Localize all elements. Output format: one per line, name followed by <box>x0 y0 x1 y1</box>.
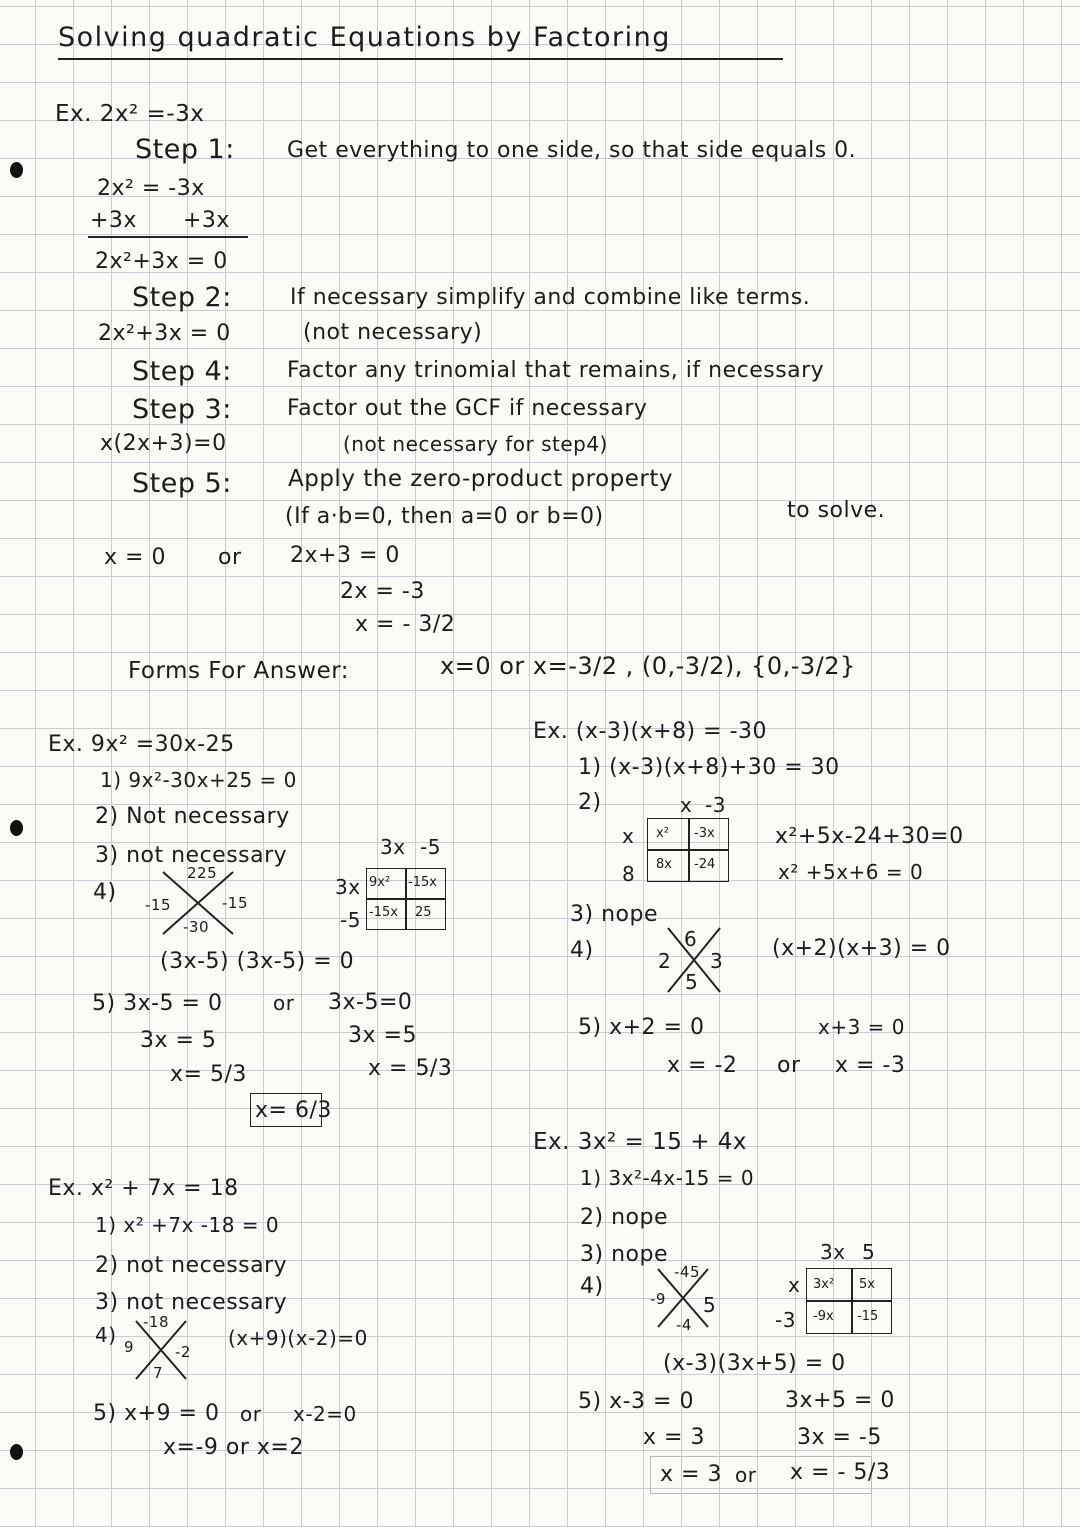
ex2-step5-left: 5) 3x-5 = 0 <box>92 991 223 1016</box>
ex2-boxed-answer: x= 6/3 <box>255 1098 332 1123</box>
ex3-x-right: 3 <box>710 949 724 973</box>
page-title: Solving quadratic Equations by Factoring <box>58 22 671 53</box>
ex1-step3-label: Step 3: <box>132 394 232 425</box>
binder-hole-1 <box>10 162 23 178</box>
ex4-step1: 1) x² +7x -18 = 0 <box>95 1213 280 1237</box>
ex3-or: or <box>777 1053 801 1078</box>
ex3-left-line2: x = -2 <box>667 1053 738 1078</box>
ex3-area-box <box>647 818 729 882</box>
ex5-right-line3: x = - 5/3 <box>790 1460 891 1485</box>
ex1-add-left: +3x <box>90 208 137 233</box>
ex3-box-top-a: x <box>680 793 693 817</box>
ex1-eq3: 2x²+3x = 0 <box>98 321 231 346</box>
ex2-label: Ex. 9x² =30x-25 <box>48 732 235 757</box>
ex1-step5-label: Step 5: <box>132 468 232 499</box>
ex1-forms-label: Forms For Answer: <box>128 658 350 684</box>
ex4-x-top: -18 <box>143 1313 169 1331</box>
ex4-x-bottom: 7 <box>153 1364 164 1382</box>
ex1-add-line <box>88 236 248 238</box>
ex5-x-top: -45 <box>674 1263 700 1281</box>
ex2-area-box <box>366 868 446 930</box>
ex2-x-bottom: -30 <box>183 918 209 936</box>
ex5-step4: 4) <box>580 1274 604 1299</box>
ex2-right-line3: x = 5/3 <box>368 1056 453 1081</box>
ex1-eq2: 2x²+3x = 0 <box>95 249 228 274</box>
ex2-step5-right: 3x-5=0 <box>328 990 413 1015</box>
ex5-x-bottom: -4 <box>676 1316 692 1334</box>
ex2-factored: (3x-5) (3x-5) = 0 <box>160 949 355 974</box>
ex4-step2: 2) not necessary <box>95 1253 288 1278</box>
ex3-step1: 1) (x-3)(x+8)+30 = 30 <box>578 755 840 780</box>
ex2-box-cell-4: 25 <box>415 905 432 920</box>
binder-hole-3 <box>10 1444 23 1460</box>
ex3-box-side-a: x <box>622 824 635 848</box>
ex3-x-left: 2 <box>658 949 672 973</box>
ex1-step4-label: Step 4: <box>132 356 232 387</box>
ex2-step2: 2) Not necessary <box>95 804 290 829</box>
ex2-box-side-a: 3x <box>335 875 361 899</box>
ex5-box-cell-4: -15 <box>857 1309 879 1324</box>
ex1-step1-text: Get everything to one side, so that side equals 0. <box>287 138 857 163</box>
ex5-box-cell-1: 3x² <box>813 1277 835 1292</box>
ex1-step5-text: Apply the zero-product property <box>288 466 674 492</box>
ex3-x-bottom: 5 <box>685 970 699 994</box>
ex4-step4: 4) <box>95 1323 117 1347</box>
ex4-step5-left: 5) x+9 = 0 <box>93 1401 220 1426</box>
ex1-step3-text: Factor out the GCF if necessary <box>287 396 648 421</box>
ex2-left-line2: 3x = 5 <box>140 1028 217 1053</box>
ex5-left-line2: x = 3 <box>643 1425 705 1450</box>
ex3-step5-left: 5) x+2 = 0 <box>578 1015 705 1040</box>
ex2-step1: 1) 9x²-30x+25 = 0 <box>100 768 297 792</box>
ex5-label: Ex. 3x² = 15 + 4x <box>533 1129 748 1155</box>
ex1-zero-product-rule: (If a·b=0, then a=0 or b=0) <box>285 504 604 529</box>
ex1-sol-left: x = 0 <box>104 545 166 570</box>
ex4-label: Ex. x² + 7x = 18 <box>48 1176 239 1201</box>
ex1-not-necessary: (not necessary) <box>303 320 483 345</box>
ex3-box-side-b: 8 <box>622 862 636 886</box>
ex5-box-side-a: x <box>788 1273 801 1297</box>
ex4-step5-right: x-2=0 <box>293 1402 357 1426</box>
ex4-factored: (x+9)(x-2)=0 <box>228 1326 368 1350</box>
ex1-step2-text: If necessary simplify and combine like terms. <box>290 285 811 310</box>
ex1-factored: x(2x+3)=0 <box>100 431 227 456</box>
ex2-x-left: -15 <box>145 896 171 914</box>
ex3-x-top: 6 <box>684 927 698 951</box>
ex1-sol-or: or <box>218 545 242 570</box>
ex2-step3: 3) not necessary <box>95 843 288 868</box>
ex2-box-top-a: 3x <box>380 835 406 859</box>
ex2-box-cell-3: -15x <box>369 905 398 920</box>
ex1-note-step4: (not necessary for step4) <box>343 432 608 456</box>
ex1-to-solve: to solve. <box>787 498 886 523</box>
ex3-factored: (x+2)(x+3) = 0 <box>772 936 951 961</box>
ex5-right-line2: 3x = -5 <box>797 1425 882 1450</box>
ex2-box-cell-1: 9x² <box>369 875 391 890</box>
ex3-box-cell-2: -3x <box>694 826 715 841</box>
ex2-box-cell-2: -15x <box>408 875 437 890</box>
ex5-box-side-b: -3 <box>775 1308 796 1332</box>
ex2-box-side-b: -5 <box>340 908 361 932</box>
ex3-box-cell-1: x² <box>656 826 669 841</box>
ex4-x-right: -2 <box>175 1343 191 1361</box>
ex3-box-cell-3: 8x <box>656 857 672 872</box>
ex5-step2: 2) nope <box>580 1205 668 1230</box>
ex2-step4: 4) <box>93 880 117 905</box>
ex3-simplify-2: x² +5x+6 = 0 <box>778 860 924 884</box>
ex5-x-right: 5 <box>703 1293 717 1317</box>
ex1-sol-right2: 2x = -3 <box>340 579 425 604</box>
ex4-answer: x=-9 or x=2 <box>163 1435 304 1460</box>
ex5-area-box <box>806 1268 892 1334</box>
ex5-box-cell-2: 5x <box>859 1277 875 1292</box>
ex5-or: or <box>735 1463 757 1487</box>
ex5-left-line3: x = 3 <box>660 1462 722 1487</box>
binder-hole-2 <box>10 820 23 836</box>
ex1-sol-right: 2x+3 = 0 <box>290 543 400 568</box>
ex3-simplify-1: x²+5x-24+30=0 <box>775 824 964 849</box>
ex2-x-top: 225 <box>187 864 218 882</box>
ex4-x-left: 9 <box>124 1338 135 1356</box>
ex5-step1: 1) 3x²-4x-15 = 0 <box>580 1166 755 1190</box>
ex5-box-top-a: 3x <box>820 1240 846 1264</box>
ex1-step1-label: Step 1: <box>135 134 235 165</box>
ex1-eq1: 2x² = -3x <box>97 176 205 201</box>
ex1-sol-right3: x = - 3/2 <box>355 612 456 637</box>
ex1-step2-label: Step 2: <box>132 282 232 313</box>
ex5-factored: (x-3)(3x+5) = 0 <box>663 1351 846 1376</box>
ex3-step4: 4) <box>570 938 594 963</box>
ex2-x-right: -15 <box>222 894 248 912</box>
ex5-step5-left: 5) x-3 = 0 <box>578 1389 694 1414</box>
ex5-x-left: -9 <box>650 1290 666 1308</box>
ex3-box-cell-4: -24 <box>694 857 716 872</box>
ex5-box-cell-3: -9x <box>813 1309 834 1324</box>
ex3-box-top-b: -3 <box>705 793 726 817</box>
ex3-step5-right: x+3 = 0 <box>818 1015 906 1039</box>
ex1-add-right: +3x <box>183 208 230 233</box>
ex3-right-line2: x = -3 <box>835 1053 906 1078</box>
ex2-box-top-b: -5 <box>420 835 441 859</box>
title-underline <box>58 58 783 60</box>
ex1-label: Ex. 2x² =-3x <box>55 101 205 127</box>
ex4-step3: 3) not necessary <box>95 1290 288 1315</box>
ex5-step3: 3) nope <box>580 1242 668 1267</box>
ex2-left-line3: x= 5/3 <box>170 1062 247 1087</box>
ex2-right-line2: 3x =5 <box>348 1023 417 1048</box>
ex2-step5-or: or <box>273 991 295 1015</box>
ex3-step3: 3) nope <box>570 902 658 927</box>
ex1-step4-text: Factor any trinomial that remains, if necessary <box>287 358 825 383</box>
ex5-step5-right: 3x+5 = 0 <box>785 1388 895 1413</box>
ex4-step5-or: or <box>240 1402 262 1426</box>
ex3-label: Ex. (x-3)(x+8) = -30 <box>533 719 767 744</box>
ex3-step2: 2) <box>578 790 602 815</box>
ex1-forms-answer: x=0 or x=-3/2 , (0,-3/2), {0,-3/2} <box>440 652 856 680</box>
ex5-box-top-b: 5 <box>862 1240 876 1264</box>
